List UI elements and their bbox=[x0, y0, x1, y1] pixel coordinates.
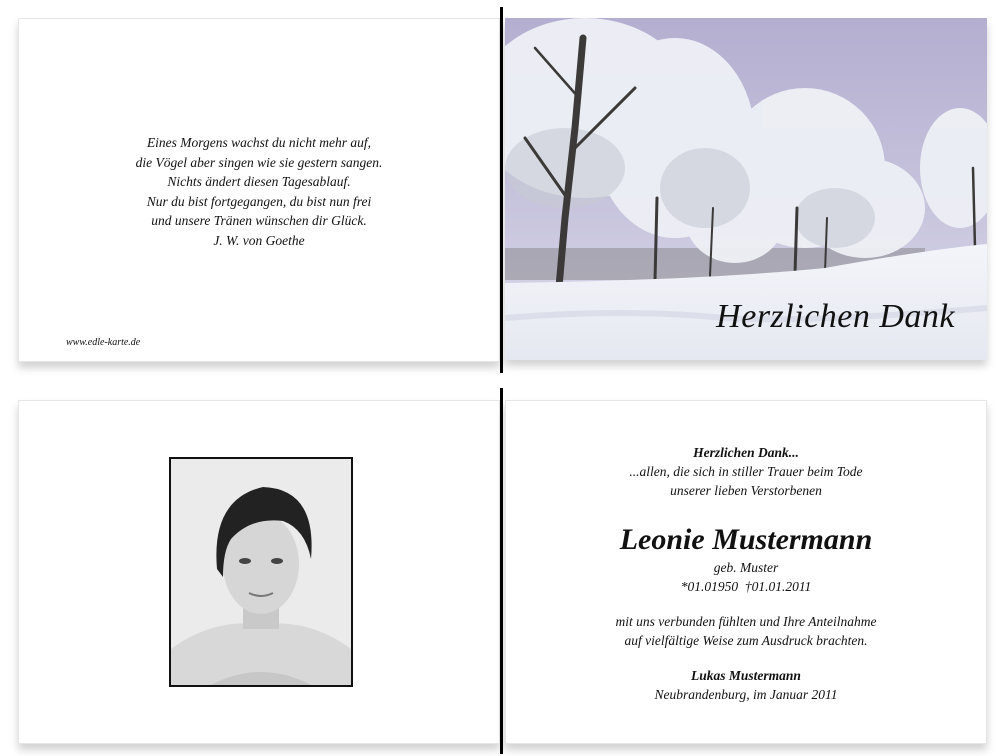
portrait-image bbox=[171, 459, 351, 685]
place-date: Neubrandenburg, im Januar 2011 bbox=[654, 687, 838, 702]
poem bbox=[19, 133, 499, 250]
poem-line: und unsere Tränen wünschen dir Glück. bbox=[151, 213, 367, 228]
fold-line-top bbox=[500, 7, 503, 373]
fold-line-bottom bbox=[500, 388, 503, 754]
cover-title: Herzlichen Dank bbox=[716, 298, 955, 335]
poem-line: die Vögel aber singen wie sie gestern sangen. bbox=[135, 154, 383, 170]
thanks-text bbox=[506, 443, 986, 704]
intro-line: unserer lieben Verstorbenen bbox=[670, 483, 822, 498]
thanks-heading: Herzlichen Dank... bbox=[693, 445, 799, 460]
birth-name: geb. Muster bbox=[713, 560, 779, 575]
intro-line: ...allen, die sich in stiller Trauer beim Tode bbox=[629, 464, 863, 479]
poem-line: Nur du bist fortgegangen, du bist nun frei bbox=[146, 193, 372, 209]
photo-card bbox=[18, 400, 500, 744]
life-dates: *01.01950 †01.01.2011 bbox=[680, 579, 812, 594]
cover-card bbox=[505, 18, 987, 360]
text-card bbox=[505, 400, 987, 744]
poem-author: J. W. von Goethe bbox=[213, 232, 305, 248]
signer-name: Lukas Mustermann bbox=[691, 668, 801, 683]
body-line: mit uns verbunden fühlten und Ihre Anteilnahme bbox=[615, 614, 877, 629]
body-line: auf vielfältige Weise zum Ausdruck brachten. bbox=[624, 633, 868, 648]
poem-line: Nichts ändert diesen Tagesablauf. bbox=[167, 174, 351, 189]
website-link[interactable]: www.edle-karte.de bbox=[66, 337, 141, 348]
deceased-name: Leonie Mustermann bbox=[619, 523, 873, 556]
portrait-photo bbox=[169, 457, 353, 687]
poem-line: Eines Morgens wachst du nicht mehr auf, bbox=[146, 135, 372, 150]
poem-card bbox=[18, 18, 500, 362]
